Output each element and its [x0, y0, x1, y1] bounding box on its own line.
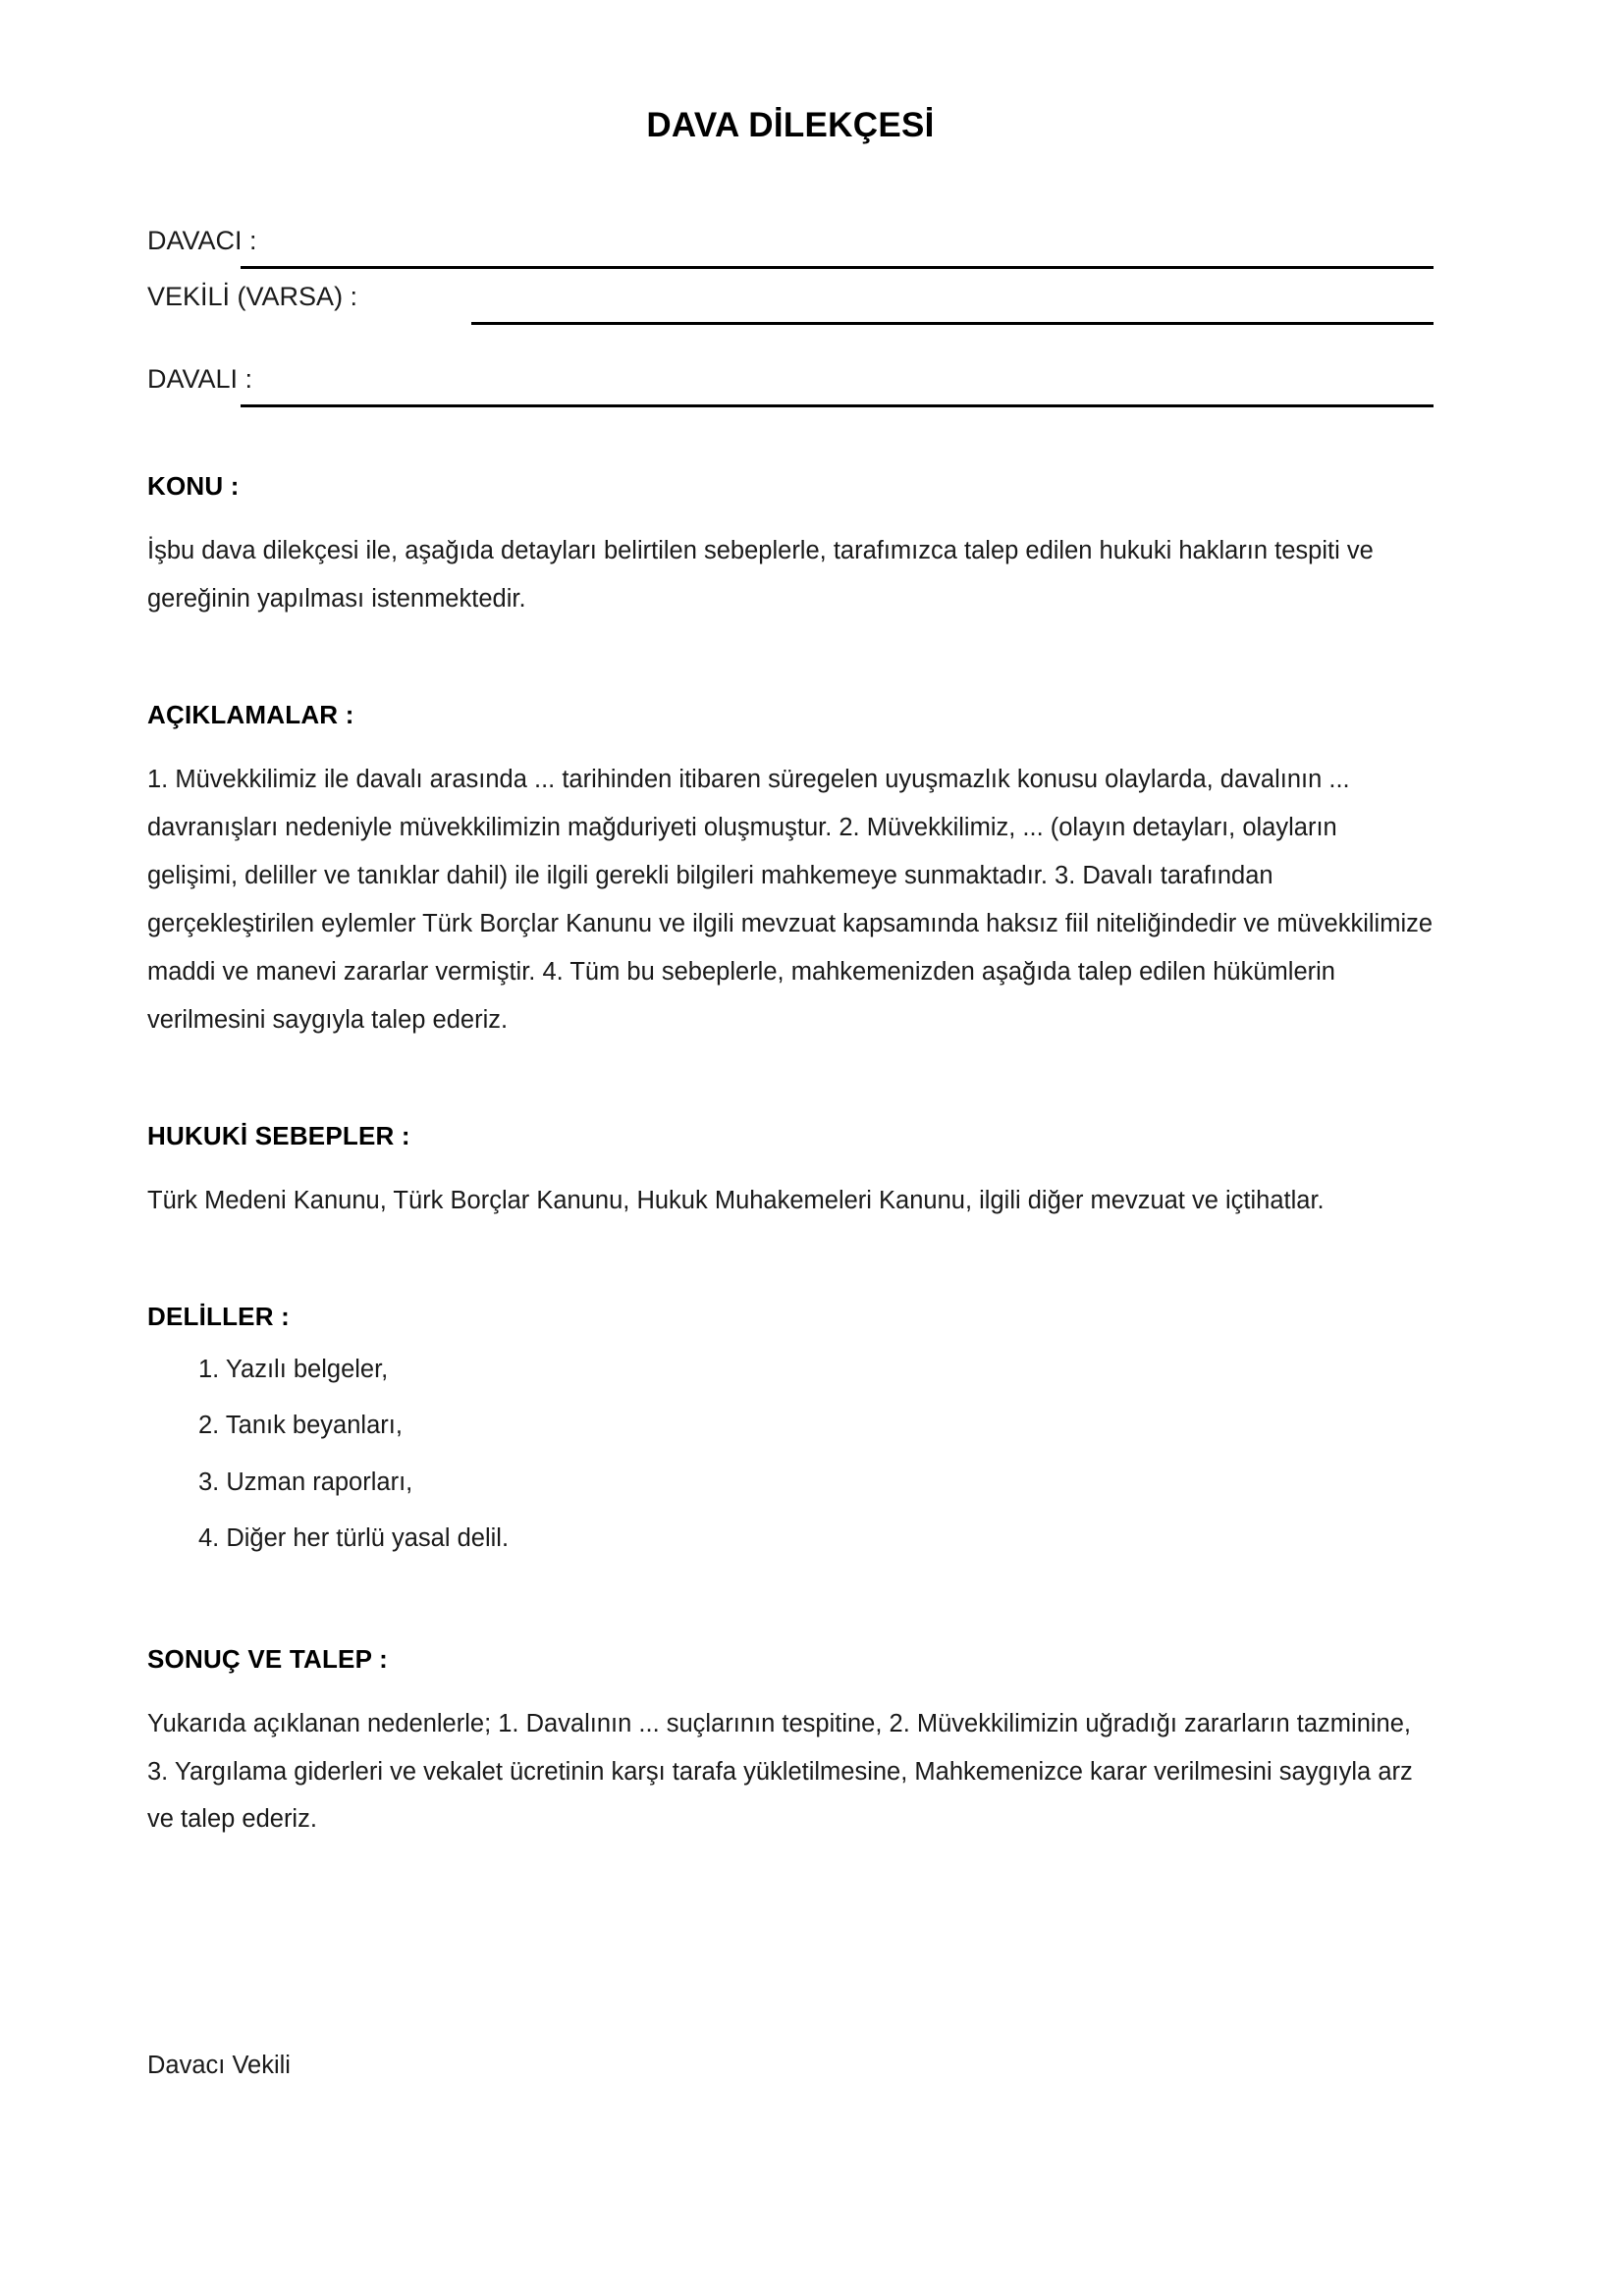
field-row-davali: [147, 364, 1434, 447]
field-label-davaci: DAVACI :: [147, 226, 257, 255]
document-sections: [147, 471, 1434, 1843]
field-label-davali: DAVALI :: [147, 364, 253, 394]
section-spacer: [147, 1044, 1434, 1121]
section-spacer: [147, 623, 1434, 700]
page-title: DAVA DİLEKÇESİ: [646, 106, 935, 144]
section-body-sonuc-ve-talep: Yukarıda açıklanan nedenlerle; 1. Davalının ... suçlarının tespitine, 2. Müvekkilimizin uğradığı zararların tazminine, 3. Yargılama giderleri ve vekalet ücretinin karşı tarafa yükletilmesine, Mahkemenizce karar verilmesini saygıyla arz ve talep ederiz.: [147, 1709, 1413, 1834]
section-konu: [147, 471, 1434, 623]
field-row-davaci: [147, 226, 1434, 282]
section-heading-deliller: DELİLLER :: [147, 1301, 290, 1331]
section-body-aciklamalar: 1. Müvekkilimiz ile davalı arasında ... tarihinden itibaren süregelen uyuşmazlık konusu olaylarda, davalının ... davranışları nedeniyle müvekkilimizin mağduriyeti oluşmuştur. 2. Müvekkilimiz, ... (olayın detayları, olayların gelişimi, deliller ve tanıklar dahil) ile ilgili gerekli bilgileri mahkemeye sunmaktadır. 3. Davalı tarafından gerçekleştirilen eylemler Türk Borçlar Kanunu ve ilgili mevzuat kapsamında haksız fiil niteliğindedir ve müvekkilimize maddi ve manevi zararlar vermiştir. 4. Tüm bu sebeplerle, mahkemenizden aşağıda talep edilen hükümlerin verilmesini saygıyla talep ederiz.: [147, 765, 1434, 1034]
section-heading-aciklamalar: AÇIKLAMALAR :: [147, 699, 354, 729]
section-aciklamalar: [147, 700, 1434, 1044]
section-sonuc-ve-talep: [147, 1644, 1434, 1844]
field-rule-davali[interactable]: [241, 404, 1434, 407]
field-row-vekili: [147, 282, 1434, 338]
list-item: 2. Tanık beyanları,: [198, 1412, 403, 1440]
section-body-konu: İşbu dava dilekçesi ile, aşağıda detayları belirtilen sebeplerle, tarafımızca talep edilen hukuki hakların tespiti ve gereğinin yapılması istenmektedir.: [147, 537, 1374, 613]
field-label-vekili: VEKİLİ (VARSA) :: [147, 282, 358, 311]
party-fields: [147, 226, 1434, 447]
section-hukuki-sebepler: [147, 1121, 1434, 1225]
section-heading-hukuki-sebepler: HUKUKİ SEBEPLER :: [147, 1120, 410, 1150]
section-heading-konu: KONU :: [147, 471, 240, 501]
section-deliller: [147, 1302, 1434, 1552]
list-item: 3. Uzman raporları,: [198, 1468, 413, 1496]
signature-label: Davacı Vekili: [147, 2052, 291, 2079]
list-item: 4. Diğer her türlü yasal delil.: [198, 1524, 510, 1553]
evidence-list: [147, 1355, 1434, 1553]
section-body-hukuki-sebepler: Türk Medeni Kanunu, Türk Borçlar Kanunu, Hukuk Muhakemeleri Kanunu, ilgili diğer mevzuat ve içtihatlar.: [147, 1186, 1325, 1214]
section-spacer: [147, 1583, 1434, 1644]
field-rule-davaci[interactable]: [241, 266, 1434, 269]
section-spacer: [147, 1225, 1434, 1302]
section-heading-sonuc-ve-talep: SONUÇ VE TALEP :: [147, 1643, 388, 1674]
field-rule-vekili[interactable]: [471, 322, 1434, 325]
list-item: 1. Yazılı belgeler,: [198, 1355, 389, 1383]
